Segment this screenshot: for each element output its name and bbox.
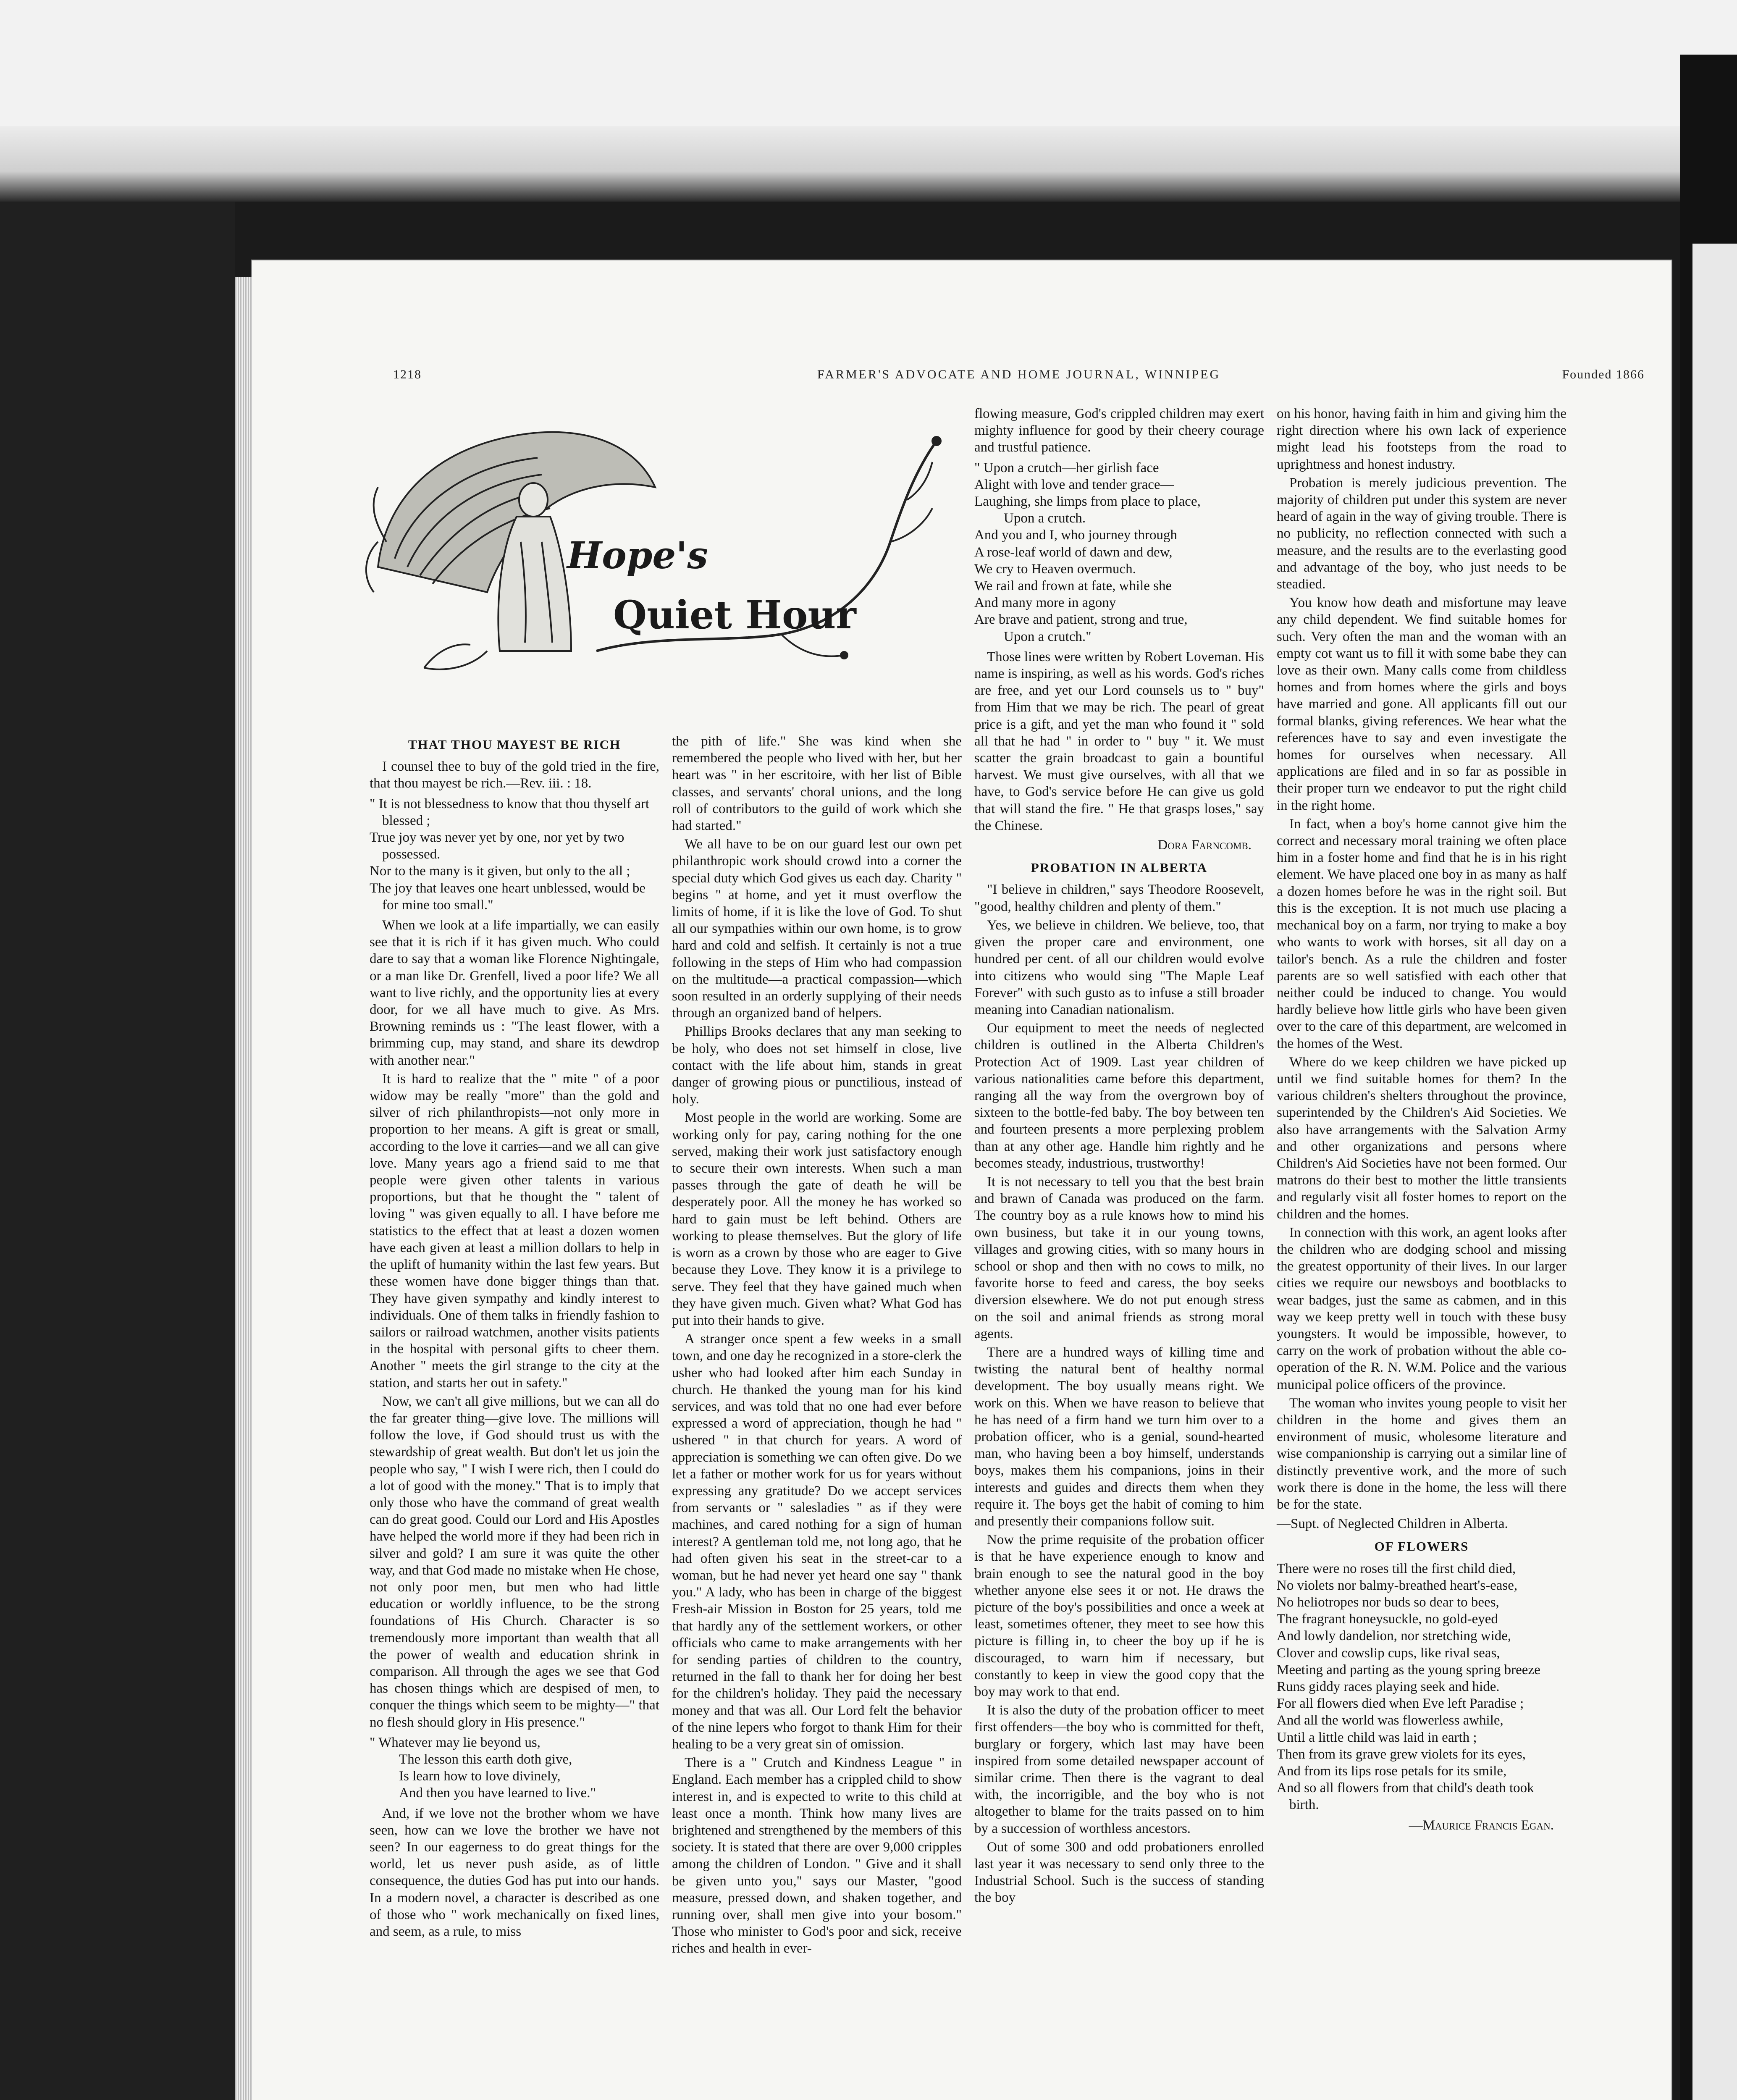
- verse-line: " It is not blessedness to know that thou thyself art blessed ;: [370, 796, 650, 828]
- crutch-verse: [974, 459, 1264, 645]
- paragraph: "I believe in children," says Theodore Roosevelt, "good, healthy children and plenty of them.": [974, 882, 1264, 914]
- page-number: 1218: [393, 368, 422, 381]
- paragraph: The woman who invites young people to visit her children in the home and gives them an environment of music, wholesome literature and wise companionship is carrying out a similar line of distinctly preventive work, and the more of such work there is done in the home, the less will there be for the state.: [1277, 1395, 1566, 1512]
- verse-line: The lesson this earth doth give,: [399, 1751, 572, 1767]
- paragraph: It is hard to realize that the " mite " of a poor widow may be really "more" than the gold and silver of rich philanthropists—not only more in proportion to her means. A gift is great or small, according to the love it carries—and we all can give love. Many years ago a friend said to me that people were given other talents in various proportions, but that he thought the " talent of loving " was given equally to all. I have before me statistics to the effect that at least a dozen women have each given at least a million dollars to help in the uplift of humanity within the last few years. But these women have done bigger things than that. They have given sympathy and kindly interest to individuals. One of them talks in friendly fashion to sailors or railroad watchmen, another visits patients in the hospital with personal gifts to cheer them. Another " meets the girl strange to the city at the station, and starts her out in safety.": [370, 1071, 659, 1391]
- report-signoff: —Supt. of Neglected Children in Alberta.: [1277, 1516, 1508, 1532]
- paragraph: Now, we can't all give millions, but we can all do the far greater thing—give love. The millions will follow the love, if God should trust us with the stewardship of great wealth. But don't let us join the people who say, " I wish I were rich, then I could do a lot of good with the money." That is to imply that only those who have the command of great wealth can do great good. Could our Lord and His Apostles have helped the world more if they had been rich in silver and gold? I am sure it was quite the other way, and that God made no mistake when He chose, not only poor men, but men who had little education or worldly influence, to be the strong foundations of His Church. Character is so tremendously more important than wealth that all the power of wealth and education shrink in comparison. All through the ages we see that God has chosen things which are despised of men, to conquer the things which seem to be mighty—" that no flesh should glory in His presence.": [370, 1394, 659, 1730]
- film-left-margin: [0, 202, 235, 2100]
- paragraph: Our equipment to meet the needs of neglected children is outlined in the Alberta Children's Protection Act of 1909. Last year children of various nationalities came before this department, ranging all the way from the overgrown boy of sixteen to the bottle-fed baby. The boy between ten and fourteen presents a more perplexing problem than at any other age. Handle him rightly and he becomes steady, industrious, trustworthy!: [974, 1021, 1264, 1171]
- paragraph: In connection with this work, an agent looks after the children who are dodging school and missing the greatest opportunity of their lives. In our larger cities we require our newsboys and bootblacks to wear badges, just the same as cabmen, and in this way we keep pretty well in touch with these busy youngsters. It would be impossible, however, to carry on the work of probation without the able co-operation of the R. N. W.M. Police and the various municipal police officers of the province.: [1277, 1225, 1566, 1392]
- verse-line: Upon a crutch.": [1004, 629, 1092, 644]
- adjacent-page-edge: [1692, 244, 1737, 2100]
- verse-line: A rose-leaf world of dawn and dew,: [974, 544, 1173, 560]
- poem-line: There were no roses till the first child died,: [1277, 1561, 1516, 1576]
- header-title-line2: Quiet Hour: [613, 592, 856, 638]
- poem-line: Meeting and parting as the young spring breeze: [1277, 1662, 1540, 1677]
- closing-verse: [370, 1734, 659, 1802]
- column-3: [974, 405, 1264, 1908]
- verse-line: We rail and frown at fate, while she: [974, 578, 1172, 594]
- paragraph: It is not necessary to tell you that the best brain and brawn of Canada was produced on the farm. The country boy as a rule knows how to mind his own business, but take it in our young towns, villages and growing cities, with so many hours in school or shop and then with no cows to milk, no favorite horse to feed and caress, the boy seeks diversion elsewhere. We do not put enough stress on the soil and animal friends as strong moral agents.: [974, 1174, 1264, 1341]
- verse-line: And many more in agony: [974, 595, 1116, 611]
- verse-line: Nor to the many is it given, but only to the all ;: [370, 864, 630, 879]
- column-1: [370, 733, 659, 1942]
- poem-line: The fragrant honeysuckle, no gold-eyed: [1277, 1612, 1498, 1627]
- film-strip-top: [0, 0, 1737, 126]
- paragraph: Those lines were written by Robert Loveman. His name is inspiring, as well as his words. God's riches are free, and yet our Lord counsels us to " buy" from Him that we may be rich. The pearl of great price is a gift, and yet the man who found it " sold all that he had " in order to " buy " it. We must scatter the grain broadcast to gain a bountiful harvest. We must give ourselves, with all that we have, to God's service before He can give us gold that will stand the fire. " He that grasps loses," say the Chinese.: [974, 649, 1264, 833]
- poem-line: And so all flowers from that child's death took birth.: [1277, 1780, 1534, 1813]
- verse-line: " Whatever may lie beyond us,: [370, 1735, 541, 1750]
- poem-line: No heliotropes nor buds so dear to bees,: [1277, 1595, 1499, 1610]
- verse-line: Alight with love and tender grace—: [974, 477, 1174, 492]
- poem-line: Runs giddy races playing seek and hide.: [1277, 1679, 1500, 1695]
- poem-line: No violets nor balmy-breathed heart's-ease,: [1277, 1578, 1518, 1593]
- paragraph: Phillips Brooks declares that any man seeking to be holy, who does not set himself in close, live contact with the life about him, stands in great danger of growing pious or punctilious, instead of holy.: [672, 1024, 962, 1107]
- paragraph: You know how death and misfortune may leave any child dependent. We find suitable homes for such. Very often the man and the woman with an empty cot want us to fill it with some babe they can love as their own. Many calls come from childless homes and from homes where the girls and boys have married and gone. All applicants fill out our formal blanks, giving references. We hear what the references have to say and even investigate the homes for ourselves when necessary. All applications are filed and in so far as possible in their proper turn we endeavor to put the right child in the right home.: [1277, 595, 1566, 813]
- page-stack-edge: [235, 277, 252, 2100]
- paragraph: the pith of life." She was kind when she remembered the people who lived with her, but her heart was " in her escritoire, with her list of Bible classes, and servants' choral unions, and the long roll of contributors to the guild of work which she had started.": [672, 734, 962, 834]
- paragraph: Now the prime requisite of the probation officer is that he have experience enough to know and brain enough to see the natural good in the boy whether anyone else sees it or not. He draws the picture of the boy's possibilities and once a week at least, sometimes oftener, they meet to see how this picture is filling in, to cheer the boy up if he is discouraged, to warn him if necessary, but constantly to keep in view the good copy that the boy may work to that end.: [974, 1532, 1264, 1700]
- author-signature: Dora Farncomb.: [1157, 837, 1252, 853]
- paragraph: When we look at a life impartially, we can easily see that it is rich if it has given much. Who could dare to say that a woman like Florence Nightingale, or a man like Dr. Grenfell, lived a poor life? We all want to live richly, and the opportunity lies at every door, for we all have much to give. As Mrs. Browning reminds us : "The least flower, with a brimming cup, may stand, and share its dewdrop with another near.": [370, 918, 659, 1068]
- header-title-line1: Hope's: [567, 533, 708, 577]
- running-head: [393, 368, 1645, 393]
- opening-verse: [370, 795, 659, 914]
- newspaper-page: [252, 260, 1671, 2100]
- verse-line: And you and I, who journey through: [974, 528, 1178, 543]
- paragraph: Where do we keep children we have picked up until we find suitable homes for them? In the various children's shelters throughout the province, superintended by the Children's Aid Societies. We also have arrangements with the Salvation Army and other organizations and persons where Children's Aid Societies have not been formed. Our matrons do their best to mother the little transients and regularly visit all foster homes to report on the children and the homes.: [1277, 1054, 1566, 1222]
- verse-line: The joy that leaves one heart unblessed, would be for mine too small.": [370, 880, 646, 913]
- poem-line: And from its lips rose petals for its smile,: [1277, 1764, 1507, 1779]
- paragraph: Probation is merely judicious prevention. The majority of children put under this system are never heard of again in the way of giving trouble. There is no publicity, no reflection connected with such a measure, and the results are to the everlasting good and advantage of the boy, who just needs to be steadied.: [1277, 475, 1566, 592]
- verse-line: " Upon a crutch—her girlish face: [974, 460, 1159, 475]
- verse-line: Are brave and patient, strong and true,: [974, 612, 1188, 627]
- film-band: [0, 126, 1737, 202]
- poem-line: And lowly dandelion, nor stretching wide,: [1277, 1628, 1511, 1644]
- verse-line: And then you have learned to live.": [399, 1785, 596, 1801]
- poem-line: For all flowers died when Eve left Paradise ;: [1277, 1696, 1524, 1712]
- poem-line: Clover and cowslip cups, like rival seas,: [1277, 1645, 1500, 1661]
- paragraph: It is also the duty of the probation officer to meet first offenders—the boy who is committed for theft, burglary or forgery, which last may have been inspired from some detailed newspaper account of similar crime. Then there is the vagrant to deal with, the incorrigible, and the boy who is not altogether to blame for the traits passed on to him by a succession of worthless ancestors.: [974, 1703, 1264, 1836]
- column-4: [1277, 405, 1566, 1840]
- poem-line: Then from its grave grew violets for its eyes,: [1277, 1746, 1526, 1762]
- paragraph: Most people in the world are working. Some are working only for pay, caring nothing for the one served, making their work just satisfactory enough to secure their own interests. When such a man passes through the gate of death he will be desperately poor. All the money he has worked so hard to gain must be left behind. Others are working to please themselves. But the glory of life is worn as a crown by those who are eager to Give because they Love. They know it is a privilege to serve. They feel that they have gained much when they have given much. Given what? What God has put into their hands to give.: [672, 1110, 962, 1328]
- verse-line: We cry to Heaven overmuch.: [974, 561, 1136, 577]
- paragraph: Out of some 300 and odd probationers enrolled last year it was necessary to send only three to the Industrial School. Such is the success of standing the boy: [974, 1839, 1264, 1906]
- paragraph: And, if we love not the brother whom we have seen, how can we love the brother we have not seen? In our eagerness to do great things for the world, let us never push aside, as of little consequence, the duties God has put into our hands. In a modern novel, a character is described as one of those who " work mechanically on fixed lines, and seem, as a rule, to miss: [370, 1806, 659, 1940]
- flowers-poem: [1277, 1560, 1566, 1814]
- article-heading: PROBATION IN ALBERTA: [1031, 860, 1208, 875]
- verse-line: True joy was never yet by one, nor yet by two possessed.: [370, 830, 624, 862]
- paragraph: There are a hundred ways of killing time and twisting the natural bent of healthy normal development. The boy usually means right. We work on this. When we have reason to believe that he has need of a firm hand we turn him over to a probation officer, who is a genial, sound-hearted man, who having been a boy himself, understands boys, makes them his companions, joins in their interests and guides and directs them when they require it. The boys get the habit of coming to him and presently their companions follow suit.: [974, 1344, 1264, 1529]
- paragraph: Yes, we believe in children. We believe, too, that given the proper care and environment, one hundred per cent. of all our children would evolve into citizens who would sing "The Maple Leaf Forever" with such gusto as to infuse a still broader meaning into Canadian nationalism.: [974, 917, 1264, 1017]
- column-2: [672, 733, 962, 1959]
- paragraph: A stranger once spent a few weeks in a small town, and one day he recognized in a store-clerk the usher who had looked after him each Sunday in church. He thanked the young man for his kind services, and was told that no one had ever before expressed a word of appreciation, though he had " ushered " in that church for years. A word of appreciation is something we can often give. Do we let a father or mother work for us for years without expressing any gratitude? Do we accept services from servants or " salesladies " as if they were machines, and cared nothing for a sign of human interest? A gentleman told me, not long ago, that he had often given his seat in the street-car to a woman, but he had never yet heard one say " thank you." A lady, who has been in charge of the biggest Fresh-air Mission in Boston for 25 years, told me that hardly any of the settlement workers, or other officials who came to make arrangements with her for sending parties of children to the country, returned in the fall to thank her for doing her best for the children's holiday. They paid the necessary money and that was all. Our Lord felt the behavior of the nine lepers who forgot to thank Him for their healing to be a very great sin of omission.: [672, 1331, 962, 1752]
- paragraph: There is a " Crutch and Kindness League " in England. Each member has a crippled child to show interest in, and is expected to write to this child at least once a month. Think how many lives are brightened and strengthened by the members of this society. It is stated that there are over 9,000 cripples among the children of London. " Give and it shall be given unto you," says our Master, "good measure, pressed down, and shaken together, and running over, shall men give into your bosom." Those who minister to God's poor and sick, receive riches and health in ever-: [672, 1755, 962, 1956]
- masthead: FARMER'S ADVOCATE AND HOME JOURNAL, WINNIPEG: [817, 368, 1221, 381]
- verse-line: Upon a crutch.: [1004, 511, 1086, 526]
- paragraph: on his honor, having faith in him and giving him the right direction where his own lack of experience might lead his footsteps from the road to uprightness and honest industry.: [1277, 406, 1566, 472]
- verse-line: Laughing, she limps from place to place,: [974, 494, 1201, 509]
- poet-signature: —Maurice Francis Egan.: [1409, 1817, 1554, 1833]
- paragraph: flowing measure, God's crippled children may exert mighty influence for good by their cheery courage and trustful patience.: [974, 406, 1264, 455]
- poem-line: And all the world was flowerless awhile,: [1277, 1713, 1503, 1728]
- founded-note: Founded 1866: [1562, 368, 1645, 381]
- paragraph: In fact, when a boy's home cannot give him the correct and necessary moral training we often place him in a foster home and find that he is in his right element. We have placed one boy in as many as half a dozen homes before he was in the right soil. But this is the exception. It is not much use placing a mechanical boy on a farm, nor trying to make a boy who wants to work with horses, sit all day on a tailor's bench. As a rule the children and foster parents are so well satisfied with each other that neither could be induced to change. You would hardly believe how little girls who have been given over to the care of this department, are welcomed in the homes of the West.: [1277, 816, 1566, 1051]
- scripture-intro: I counsel thee to buy of the gold tried in the fire, that thou mayest be rich.—Rev. iii. : 18.: [370, 759, 659, 791]
- poem-heading: OF FLOWERS: [1374, 1539, 1469, 1554]
- verse-line: Is learn how to love divinely,: [399, 1769, 561, 1784]
- article-heading: THAT THOU MAYEST BE RICH: [408, 737, 621, 752]
- paragraph: We all have to be on our guard lest our own pet philanthropic work should crowd into a corner the special duty which God gives us each day. Charity " begins " at home, and yet it must overflow the limits of home, if it is like the love of God. To shut all our sympathies within our own home, is to grow hard and cold and selfish. It certainly is not a true following in the steps of Him who had compassion on the multitude—a practical compassion—which soon resulted in an orderly supplying of their needs through an organized band of helpers.: [672, 837, 962, 1021]
- poem-line: Until a little child was laid in earth ;: [1277, 1730, 1477, 1745]
